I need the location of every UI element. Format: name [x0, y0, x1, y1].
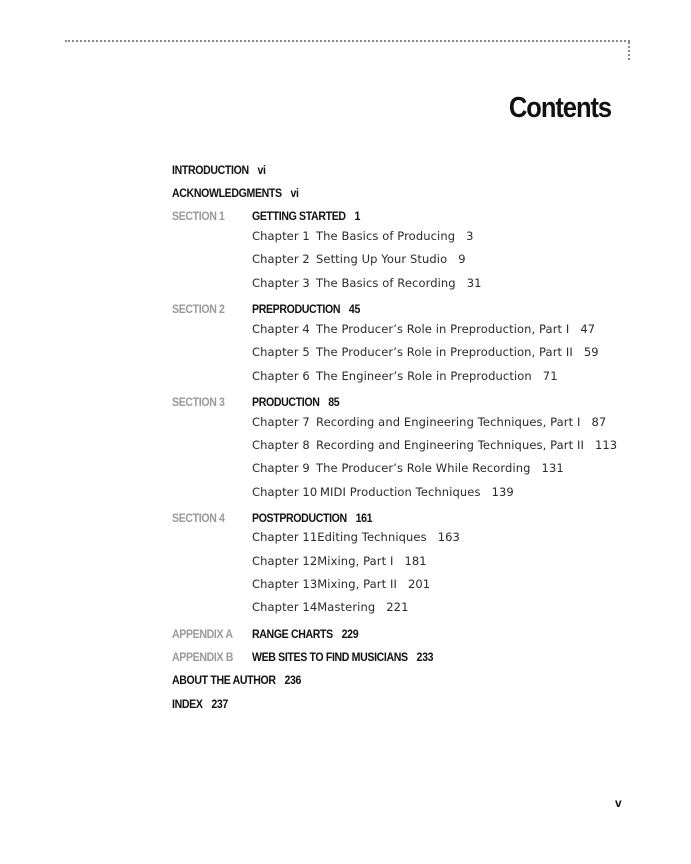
chapter-page: 131 — [541, 461, 564, 475]
entry-page: 236 — [284, 673, 302, 687]
entry-page: 237 — [211, 697, 228, 711]
entry-title: INTRODUCTION — [172, 163, 249, 177]
entry-title: INDEX — [172, 697, 203, 711]
chapter-number: Chapter 14 — [252, 600, 318, 614]
toc-entry-acknowledgments[interactable] — [0, 186, 691, 206]
toc-chapter[interactable] — [0, 276, 691, 296]
chapter-number: Chapter 9 — [252, 461, 310, 475]
chapter-number: Chapter 1 — [252, 229, 310, 243]
chapter-number: Chapter 12 — [252, 554, 318, 568]
chapter-number: Chapter 8 — [252, 438, 310, 452]
toc-chapter[interactable] — [0, 322, 691, 342]
section-label: SECTION 2 — [172, 302, 225, 316]
toc-chapter[interactable] — [0, 485, 691, 505]
chapter-page: 9 — [458, 252, 466, 266]
toc-chapter[interactable] — [0, 461, 691, 481]
appendix-label: APPENDIX A — [172, 627, 233, 641]
section-page: 1 — [354, 209, 361, 223]
chapter-number: Chapter 4 — [252, 322, 310, 336]
entry-title: ABOUT THE AUTHOR — [172, 673, 276, 687]
chapter-title: Recording and Engineering Techniques, Part II — [316, 438, 584, 452]
chapter-title: Editing Techniques — [317, 530, 427, 544]
chapter-page: 163 — [437, 530, 460, 544]
toc-appendix-a[interactable] — [0, 627, 691, 647]
chapter-number: Chapter 7 — [252, 415, 310, 429]
chapter-title: Mixing, Part I — [317, 554, 394, 568]
chapter-page: 201 — [407, 577, 431, 591]
chapter-title: The Producer’s Role While Recording — [316, 461, 531, 475]
section-title: POSTPRODUCTION — [252, 511, 347, 525]
page-title: Contents — [508, 92, 611, 124]
section-label: SECTION 4 — [172, 511, 225, 525]
entry-title: ACKNOWLEDGMENTS — [172, 186, 282, 200]
section-title: PRODUCTION — [252, 395, 320, 409]
section-title: GETTING STARTED — [252, 209, 346, 223]
appendix-label: APPENDIX B — [172, 650, 234, 664]
toc-chapter[interactable] — [0, 345, 691, 365]
toc-chapter[interactable] — [0, 530, 691, 550]
entry-page: vi — [290, 186, 299, 200]
toc-entry-about-author[interactable] — [0, 673, 691, 693]
appendix-title: WEB SITES TO FIND MUSICIANS — [252, 650, 408, 664]
appendix-page: 233 — [416, 650, 434, 664]
entry-page: vi — [257, 163, 266, 177]
toc-chapter[interactable] — [0, 554, 691, 574]
page-number: v — [615, 796, 622, 810]
chapter-page: 31 — [466, 276, 482, 290]
chapter-number: Chapter 3 — [252, 276, 310, 290]
section-page: 85 — [328, 395, 340, 409]
chapter-page: 59 — [583, 345, 599, 359]
chapter-number: Chapter 11 — [252, 530, 318, 544]
toc-entry-introduction[interactable] — [0, 163, 691, 183]
chapter-number: Chapter 6 — [252, 369, 310, 383]
chapter-title: Mixing, Part II — [317, 577, 397, 591]
chapter-page: 181 — [404, 554, 427, 568]
chapter-number: Chapter 2 — [252, 252, 310, 266]
toc-section-2[interactable] — [0, 302, 691, 322]
chapter-title: Setting Up Your Studio — [316, 252, 448, 266]
chapter-page: 47 — [580, 322, 596, 336]
section-label: SECTION 3 — [172, 395, 225, 409]
chapter-page: 87 — [591, 415, 607, 429]
appendix-title: RANGE CHARTS — [252, 627, 333, 641]
chapter-title: MIDI Production Techniques — [320, 485, 481, 499]
chapter-page: 3 — [466, 229, 474, 243]
chapter-number: Chapter 13 — [252, 577, 318, 591]
chapter-page: 139 — [491, 485, 514, 499]
toc-section-1[interactable] — [0, 209, 691, 229]
chapter-page: 221 — [386, 600, 409, 614]
chapter-title: The Basics of Producing — [316, 229, 456, 243]
chapter-title: The Engineer’s Role in Preproduction — [316, 369, 532, 383]
chapter-page: 71 — [542, 369, 558, 383]
section-page: 45 — [348, 302, 360, 316]
chapter-page: 113 — [594, 438, 618, 452]
appendix-page: 229 — [341, 627, 359, 641]
chapter-title: Mastering — [317, 600, 376, 614]
toc-section-4[interactable] — [0, 511, 691, 531]
chapter-number: Chapter 5 — [252, 345, 310, 359]
chapter-title: The Producer’s Role in Preproduction, Part II — [316, 345, 573, 359]
section-page: 161 — [355, 511, 373, 525]
toc-chapter[interactable] — [0, 369, 691, 389]
toc-chapter[interactable] — [0, 252, 691, 272]
toc-appendix-b[interactable] — [0, 650, 691, 670]
section-title: PREPRODUCTION — [252, 302, 341, 316]
toc-chapter[interactable] — [0, 577, 691, 597]
toc-chapter[interactable] — [0, 438, 691, 458]
toc-chapter[interactable] — [0, 415, 691, 435]
chapter-number: Chapter 10 — [252, 485, 318, 499]
toc-chapter[interactable] — [0, 600, 691, 620]
toc-chapter[interactable] — [0, 229, 691, 249]
chapter-title: The Basics of Recording — [316, 276, 456, 290]
chapter-title: The Producer’s Role in Preproduction, Part I — [316, 322, 570, 336]
section-label: SECTION 1 — [172, 209, 225, 223]
toc-section-3[interactable] — [0, 395, 691, 415]
chapter-title: Recording and Engineering Techniques, Part I — [316, 415, 581, 429]
toc-entry-index[interactable] — [0, 697, 691, 717]
